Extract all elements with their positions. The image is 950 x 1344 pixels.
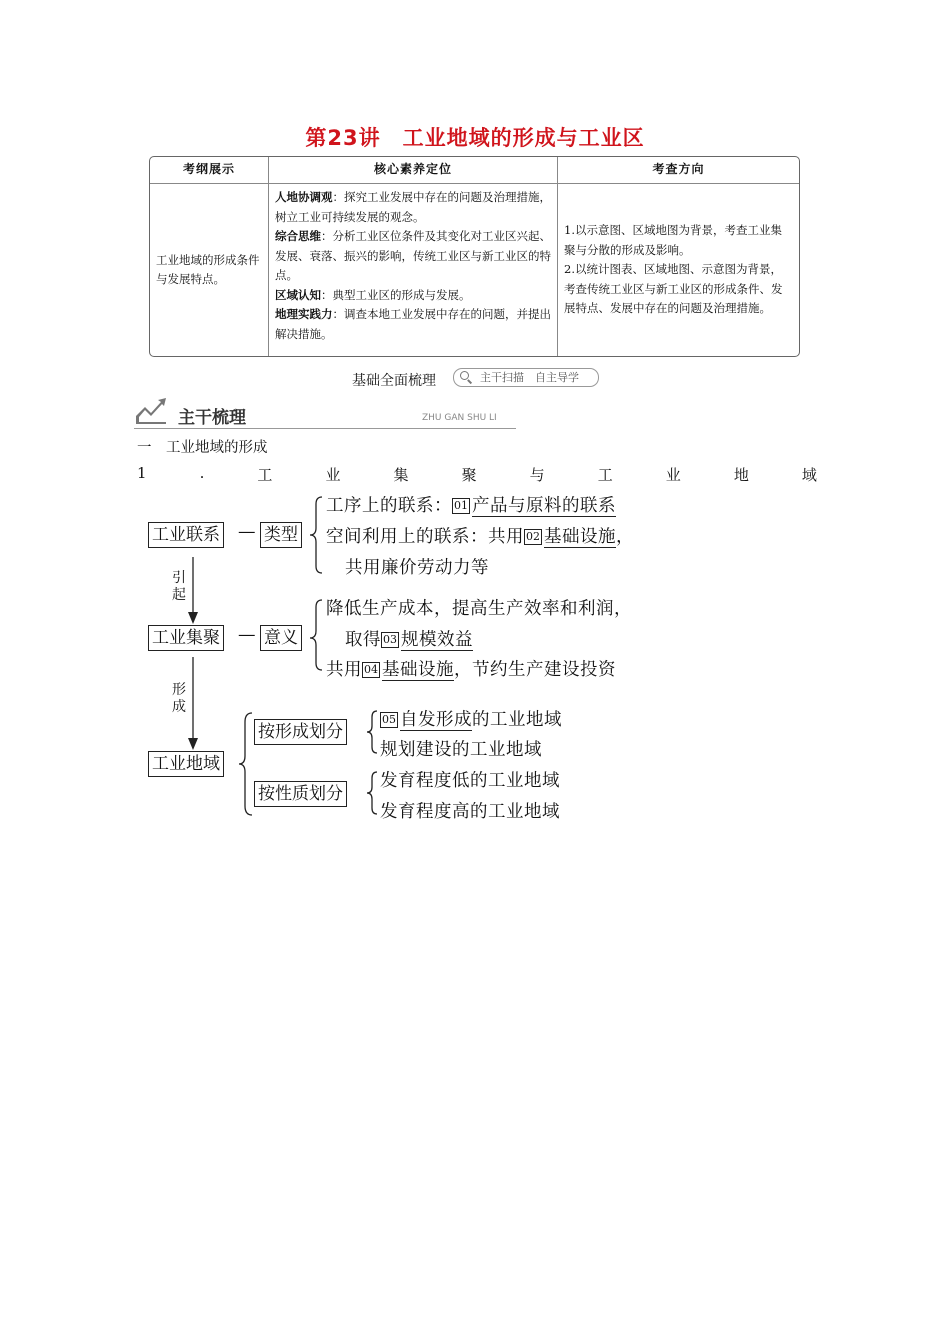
page-title: 第23讲 工业地域的形成与工业区 xyxy=(305,126,645,150)
suyang-item: 人地协调观：探究工业发展中存在的问题及治理措施，树立工业可持续发展的观念。 xyxy=(275,190,551,224)
box-type: 类型 xyxy=(260,522,302,548)
box-industrial-agglomeration: 工业集聚 xyxy=(148,625,224,651)
box-by-formation: 按形成划分 xyxy=(254,719,347,745)
review-pill: 主干扫描 自主导学 xyxy=(453,368,599,387)
blank-number: 02 xyxy=(526,530,540,543)
heading-2: 1 . 工 业 集 聚 与 工 业 地 域 xyxy=(137,464,817,484)
answer-02: 基础设施 xyxy=(544,527,616,547)
answer-01: 产品与原料的联系 xyxy=(472,496,616,516)
blank-number: 01 xyxy=(454,499,468,512)
formation-planned: 规划建设的工业地域 xyxy=(380,740,542,760)
box-by-nature: 按性质划分 xyxy=(254,781,347,807)
nature-low: 发育程度低的工业地域 xyxy=(380,771,560,791)
significance-3: 共用 04 基础设施，节约生产建设投资 xyxy=(326,660,616,680)
answer-05: 自发形成 xyxy=(400,710,472,730)
significance-1: 降低生产成本，提高生产效率和利润， xyxy=(326,599,632,619)
significance-2: 取得 03 规模效益 xyxy=(345,630,473,650)
blank-number: 04 xyxy=(364,663,378,676)
dash: — xyxy=(238,625,256,645)
blank-number: 03 xyxy=(383,633,397,646)
kaogang-cell: 工业地域的形成条件与发展特点。 xyxy=(156,252,260,286)
heading-1: 一 工业地域的形成 xyxy=(137,440,268,456)
box-industrial-region: 工业地域 xyxy=(148,751,224,777)
answer-04: 基础设施 xyxy=(382,660,454,680)
spatial-linkage-cont: 共用廉价劳动力等 xyxy=(345,558,489,578)
process-linkage: 工序上的联系： 01 产品与原料的联系 xyxy=(326,496,616,516)
dash: — xyxy=(238,522,256,542)
fangxiang-item: 1.以示意图、区域地图为背景，考查工业集聚与分散的形成及影响。 xyxy=(564,223,782,257)
box-significance: 意义 xyxy=(260,625,302,651)
review-banner: 基础全面梳理 xyxy=(352,373,436,389)
answer-03: 规模效益 xyxy=(401,630,473,650)
box-industrial-linkage: 工业联系 xyxy=(148,522,224,548)
blank-number: 05 xyxy=(382,713,396,726)
section-title: 主干梳理 xyxy=(178,408,246,428)
nature-high: 发育程度高的工业地域 xyxy=(380,802,560,822)
header-kaogang: 考纲展示 xyxy=(150,157,268,184)
spatial-linkage: 空间利用上的联系：共用 02 基础设施， xyxy=(326,527,634,547)
arrow-label-cause: 引 起 xyxy=(172,570,186,603)
arrow-label-form: 形 成 xyxy=(172,682,186,715)
suyang-item: 区域认知：典型工业区的形成与发展。 xyxy=(275,287,471,302)
suyang-item: 地理实践力：调查本地工业发展中存在的问题，并提出解决措施。 xyxy=(275,307,551,341)
suyang-item: 综合思维：分析工业区位条件及其变化对工业区兴起、发展、衰落、振兴的影响，传统工业区与新工业区的特点。 xyxy=(275,229,551,282)
fangxiang-item: 2.以统计图表、区域地图、示意图为背景，考查传统工业区与新工业区的形成条件、发展特点、发展中存在的问题及治理措施。 xyxy=(564,262,783,316)
header-suyang: 核心素养定位 xyxy=(268,157,557,184)
section-subtitle: ZHU GAN SHU LI xyxy=(422,413,497,423)
formation-spontaneous: 05 自发形成的工业地域 xyxy=(382,710,562,730)
header-fangxiang: 考查方向 xyxy=(557,157,799,184)
